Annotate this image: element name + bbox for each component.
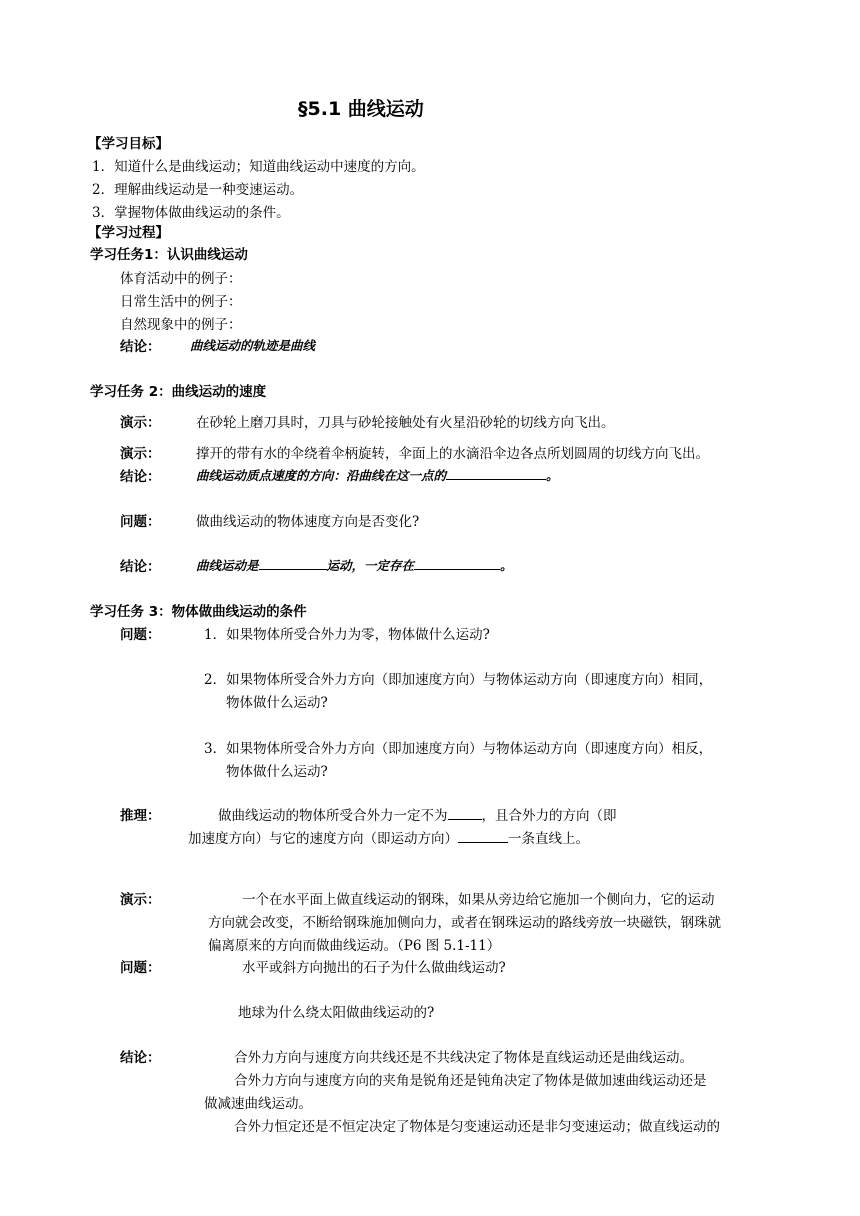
task3-q3-line2: 物体做什么运动? — [226, 764, 328, 780]
conclusion2-end: 。 — [500, 558, 513, 573]
task2-demo1: 在砂轮上磨刀具时，刀具与砂轮接触处有火星沿砂轮的切线方向飞出。 — [196, 415, 615, 431]
task3-infer-line1 — [218, 804, 617, 824]
task3-conclusion3: 合外力恒定还是不恒定决定了物体是匀变速运动还是非匀变速运动；做直线运动的 — [234, 1119, 720, 1135]
task3-infer-label: 推理： — [120, 808, 161, 824]
answer-blank[interactable] — [259, 557, 327, 570]
goals-heading: 【学习目标】 — [88, 136, 169, 152]
task2-demo2: 撑开的带有水的伞绕着伞柄旋转，伞面上的水滴沿伞边各点所划圆周的切线方向飞出。 — [196, 446, 709, 462]
task3-demo-label: 演示： — [120, 892, 161, 908]
answer-blank[interactable] — [448, 807, 482, 820]
task3-question-label: 问题： — [120, 627, 161, 643]
task1-heading: 学习任务1：认识曲线运动 — [90, 247, 248, 263]
task3-q2-line1: 2．如果物体所受合外力方向（即加速度方向）与物体运动方向（即速度方向）相同， — [204, 672, 713, 688]
task3-q2-line2: 物体做什么运动? — [226, 695, 328, 711]
infer-text-c: 加速度方向）与它的速度方向（即运动方向） — [188, 831, 458, 847]
conclusion1-end: 。 — [546, 468, 559, 483]
task3-demo-line3: 偏离原来的方向而做曲线运动。（P6 图 5.1-11） — [208, 938, 501, 954]
task3-conclusion2-line1: 合外力方向与速度方向的夹角是锐角还是钝角决定了物体是做加速曲线运动还是 — [234, 1073, 707, 1089]
infer-text-d: 一条直线上。 — [508, 831, 589, 847]
task1-conclusion-text: 曲线运动的轨迹是曲线 — [190, 338, 316, 353]
task3-infer-line2 — [188, 827, 589, 847]
task3-heading: 学习任务 3：物体做曲线运动的条件 — [90, 604, 307, 620]
task1-example: 日常生活中的例子： — [120, 294, 242, 310]
answer-blank[interactable] — [414, 557, 500, 570]
task3-q3-line1: 3．如果物体所受合外力方向（即加速度方向）与物体运动方向（即速度方向）相反， — [204, 741, 713, 757]
task3-conclusion2-line2: 做减速曲线运动。 — [204, 1096, 312, 1112]
task3-q1: 1．如果物体所受合外力为零，物体做什么运动? — [204, 627, 490, 643]
conclusion2-text-a: 曲线运动是 — [196, 558, 259, 573]
task3-q5: 地球为什么绕太阳做曲线运动的? — [238, 1005, 435, 1021]
task2-conclusion-label: 结论： — [120, 469, 161, 485]
goal-item: 1．知道什么是曲线运动；知道曲线运动中速度的方向。 — [92, 159, 425, 175]
answer-blank[interactable] — [446, 467, 546, 480]
task3-q4: 水平或斜方向抛出的石子为什么做曲线运动? — [242, 960, 506, 976]
conclusion2-text-b: 运动，一定存在 — [326, 558, 415, 573]
task2-heading: 学习任务 2：曲线运动的速度 — [90, 384, 267, 400]
task2-conclusion-label: 结论： — [120, 559, 161, 575]
task2-demo-label: 演示： — [120, 446, 161, 462]
task2-conclusion2 — [196, 556, 513, 574]
task3-demo-line2: 方向就会改变，不断给钢珠施加侧向力，或者在钢珠运动的路线旁放一块磁铁，钢珠就 — [208, 915, 721, 931]
task3-conclusion1: 合外力方向与速度方向共线还是不共线决定了物体是直线运动还是曲线运动。 — [234, 1050, 693, 1066]
task2-question-label: 问题： — [120, 514, 161, 530]
goal-item: 2．理解曲线运动是一种变速运动。 — [92, 182, 304, 198]
process-heading: 【学习过程】 — [88, 225, 169, 241]
task1-conclusion-label: 结论： — [120, 339, 161, 355]
task2-question: 做曲线运动的物体速度方向是否变化? — [196, 514, 420, 530]
task3-question-label: 问题： — [120, 960, 161, 976]
task3-demo-line1: 一个在水平面上做直线运动的钢珠，如果从旁边给它施加一个侧向力，它的运动 — [242, 892, 715, 908]
goal-item: 3．掌握物体做曲线运动的条件。 — [92, 205, 290, 221]
task3-conclusion-label: 结论： — [120, 1050, 161, 1066]
infer-text-a: 做曲线运动的物体所受合外力一定不为 — [218, 808, 448, 824]
task2-demo-label: 演示： — [120, 415, 161, 431]
infer-text-b: ，且合外力的方向（即 — [481, 808, 617, 824]
task2-conclusion1 — [196, 466, 559, 484]
task1-example: 自然现象中的例子： — [120, 317, 242, 333]
conclusion1-text: 曲线运动质点速度的方向：沿曲线在这一点的 — [196, 468, 447, 483]
task1-example: 体育活动中的例子： — [120, 271, 242, 287]
answer-blank[interactable] — [458, 830, 508, 843]
page-title: §5.1 曲线运动 — [298, 98, 424, 120]
